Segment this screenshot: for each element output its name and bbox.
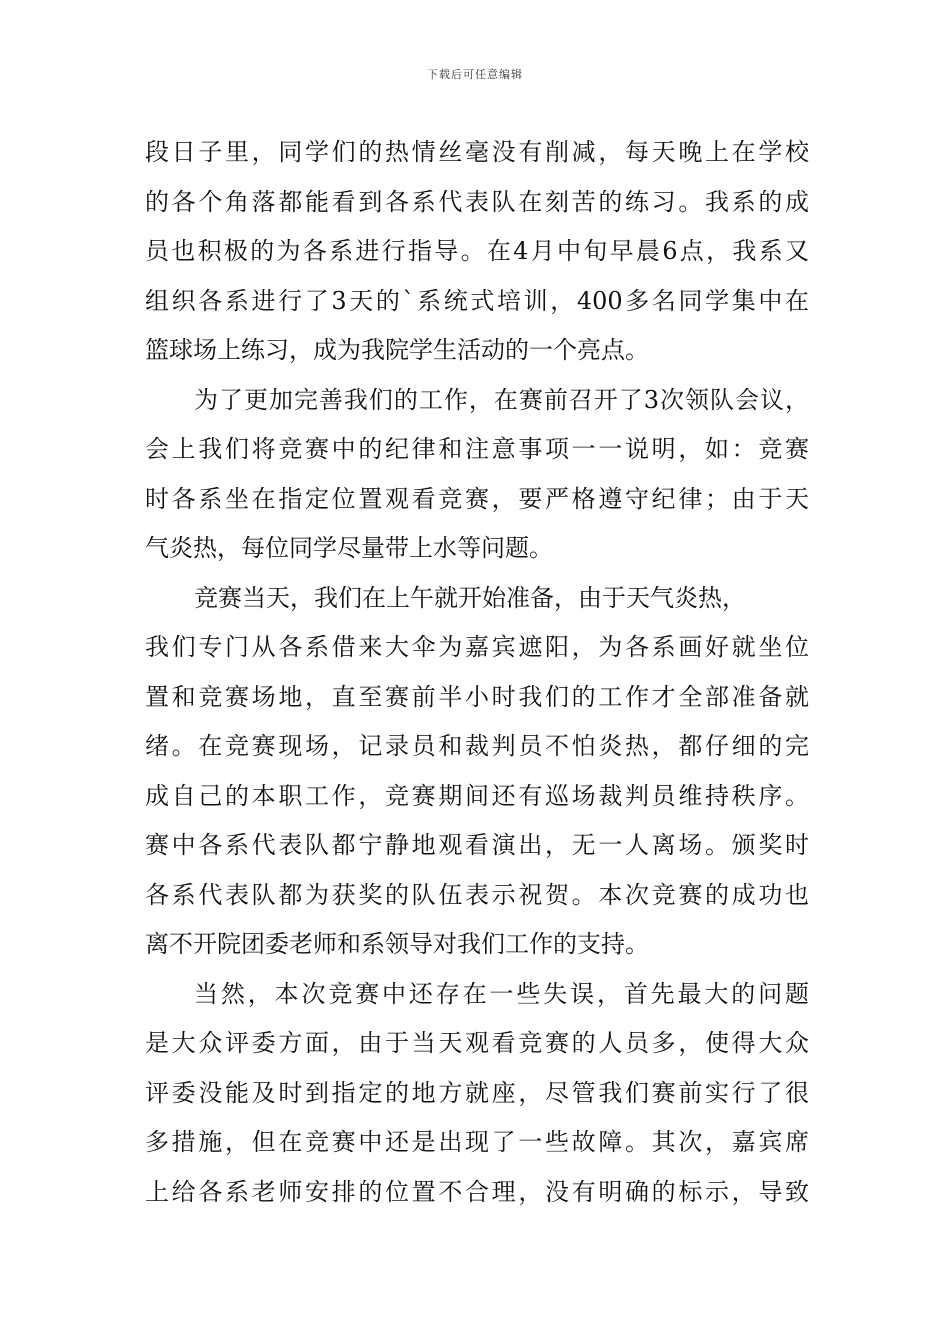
text-line: 是大众评委方面，由于当天观看竞赛的人员多，使得大众: [145, 1029, 809, 1057]
text-line: 评委没能及时到指定的地方就座，尽管我们赛前实行了很: [145, 1078, 809, 1107]
text-line: 的各个角落都能看到各系代表队在刻苦的练习。我系的成: [145, 187, 809, 216]
text-line: 段日子里，同学们的热情丝毫没有削减，每天晚上在学校: [145, 138, 809, 166]
text-line: 置和竞赛场地，直至赛前半小时我们的工作才全部准备就: [145, 682, 809, 711]
text-line: 上给各系老师安排的位置不合理，没有明确的标示，导致: [145, 1177, 809, 1206]
page-header: 下载后可任意编辑: [427, 68, 523, 81]
text-line: 成自己的本职工作，竞赛期间还有巡场裁判员维持秩序。: [145, 781, 809, 810]
text-line: 篮球场上练习，成为我院学生活动的一个亮点。: [145, 336, 649, 364]
text-line: 赛中各系代表队都宁静地观看演出，无一人离场。颁奖时: [145, 831, 809, 859]
text-line: 会上我们将竞赛中的纪律和注意事项一一说明，如：竞赛: [145, 435, 809, 463]
text-line: 我们专门从各系借来大伞为嘉宾遮阳，为各系画好就坐位: [145, 633, 809, 661]
text-line: 多措施，但在竞赛中还是出现了一些故障。其次，嘉宾席: [145, 1128, 809, 1156]
text-line: 组织各系进行了3天的`系统式培训，400多名同学集中在: [145, 286, 809, 315]
text-line: 离不开院团委老师和系领导对我们工作的支持。: [145, 930, 649, 958]
text-line: 当然，本次竞赛中还存在一些失误，首先最大的问题: [194, 979, 809, 1008]
text-line: 气炎热，每位同学尽量带上水等问题。: [145, 534, 553, 562]
document-body: [145, 128, 809, 1217]
text-line: 时各系坐在指定位置观看竞赛，要严格遵守纪律；由于天: [145, 484, 809, 513]
text-line: 为了更加完善我们的工作，在赛前召开了3次领队会议，: [194, 385, 809, 414]
text-line: 竞赛当天，我们在上午就开始准备，由于天气炎热，: [194, 583, 746, 612]
text-line: 员也积极的为各系进行指导。在4月中旬早晨6点，我系又: [145, 237, 809, 265]
text-line: 各系代表队都为获奖的队伍表示祝贺。本次竞赛的成功也: [145, 880, 809, 909]
text-line: 绪。在竞赛现场，记录员和裁判员不怕炎热，都仔细的完: [145, 732, 809, 760]
